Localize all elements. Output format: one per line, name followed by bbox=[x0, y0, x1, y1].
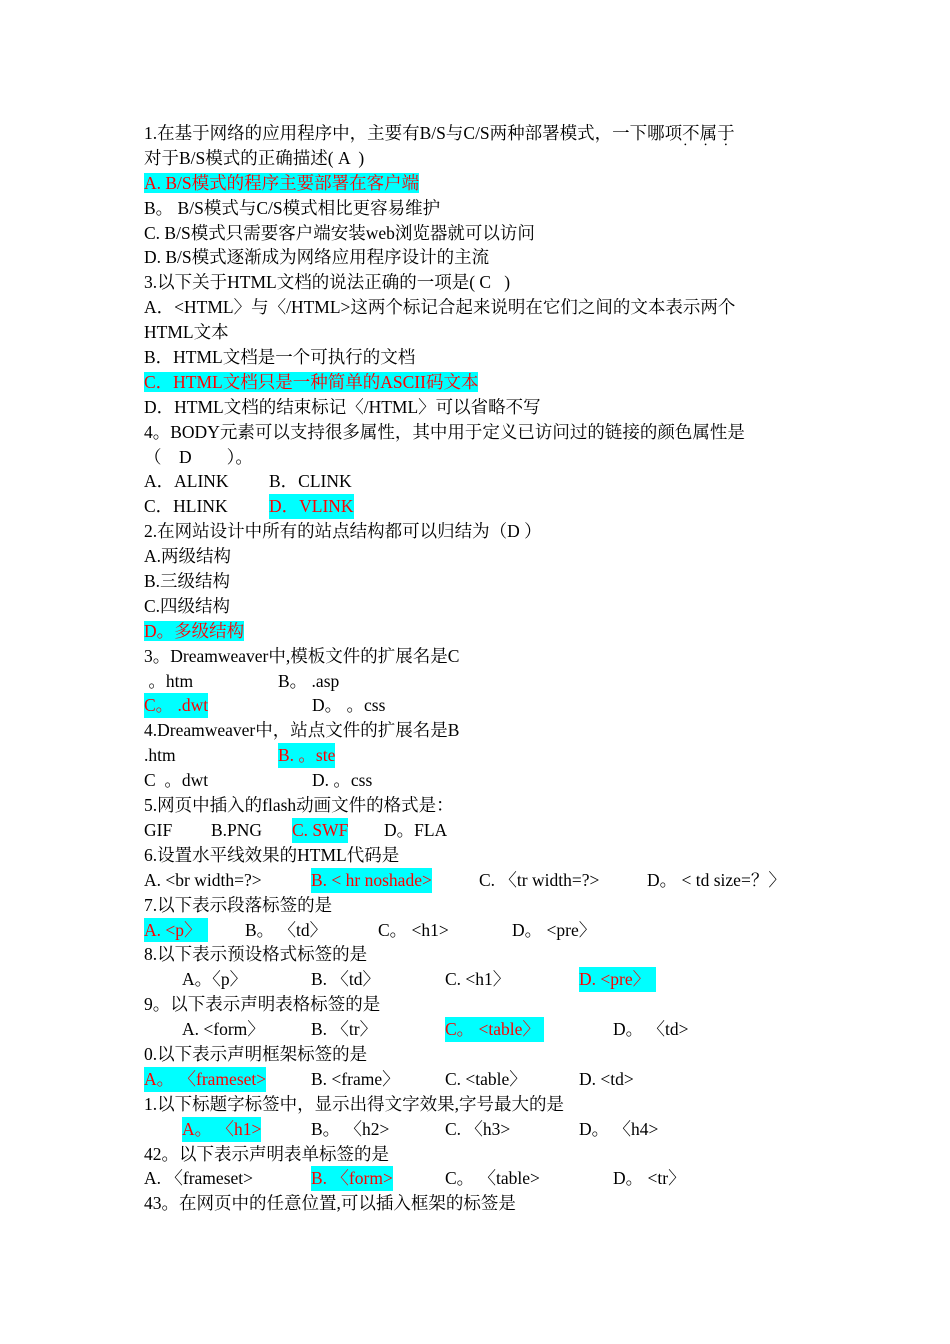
q1b-options-row bbox=[144, 1117, 824, 1142]
q5-answer-highlight: C. SWF bbox=[292, 818, 348, 843]
q4-stem-line1: 4。BODY元素可以支持很多属性，其中用于定义已访问过的链接的颜色属性是 bbox=[144, 421, 745, 442]
q4b-option-a: .htm bbox=[144, 745, 176, 766]
q9-option-a: A. <form〉 bbox=[182, 1019, 265, 1040]
q3-option-a-line1: A．<HTML〉与〈/HTML>这两个标记合起来说明在它们之间的文本表示两个 bbox=[144, 297, 736, 318]
q2-option-c: C.四级结构 bbox=[144, 595, 231, 616]
q7-answer-highlight: A. <p〉 bbox=[144, 918, 208, 943]
q43-stem: 43。在网页中的任意位置,可以插入框架的标签是 bbox=[144, 1193, 516, 1214]
q4b-option-c: C 。dwt bbox=[144, 770, 209, 791]
q2-option-d bbox=[144, 619, 824, 644]
q1-option-b: B。 B/S模式与C/S模式相比更容易维护 bbox=[144, 197, 441, 218]
q1-answer-highlight: A. B/S模式的程序主要部署在客户端 bbox=[144, 172, 420, 193]
q1-option-c: C. B/S模式只需要客户端安装web浏览器就可以访问 bbox=[144, 222, 535, 243]
q42-options-row bbox=[144, 1166, 824, 1191]
q2-answer-highlight: D。多级结构 bbox=[144, 620, 245, 641]
q42-option-c: C。 〈table> bbox=[445, 1168, 540, 1189]
q1b-stem: 1.以下标题字标签中，显示出得文字效果,字号最大的是 bbox=[144, 1093, 564, 1114]
q3-option-d: D．HTML文档的结束标记〈/HTML〉可以省略不写 bbox=[144, 396, 541, 417]
q1-stem-line1 bbox=[144, 121, 824, 146]
q8-option-b: B. 〈td〉 bbox=[311, 969, 381, 990]
q42-stem: 42。以下表示声明表单标签的是 bbox=[144, 1143, 389, 1164]
q0-answer-highlight: A。 〈frameset> bbox=[144, 1067, 266, 1092]
q3b-answer-highlight: C。 .dwt bbox=[144, 693, 208, 718]
q6-answer-highlight: B. < hr noshade> bbox=[311, 868, 432, 893]
q3-stem: 3.以下关于HTML文档的说法正确的一项是( C ) bbox=[144, 272, 511, 293]
q5-stem: 5.网页中插入的flash动画文件的格式是： bbox=[144, 795, 454, 816]
question-list bbox=[144, 121, 824, 1216]
q6-option-a: A. <br width=?> bbox=[144, 869, 262, 890]
q4-answer-highlight: D．VLINK bbox=[269, 494, 354, 519]
q3-option-b: B．HTML文档是一个可执行的文档 bbox=[144, 347, 416, 368]
q5-option-a: GIF bbox=[144, 819, 173, 840]
q7-option-c: C。 <h1> bbox=[378, 919, 449, 940]
q2-stem: 2.在网站设计中所有的站点结构都可以归结为（D ） bbox=[144, 521, 542, 542]
q4b-options-row1 bbox=[144, 743, 824, 768]
q7-options-row bbox=[144, 918, 824, 943]
q4b-option-d: D. 。css bbox=[312, 770, 373, 791]
q7-option-b: B。 〈td〉 bbox=[245, 919, 328, 940]
q8-option-a: A。〈p〉 bbox=[182, 969, 248, 990]
q3-answer-highlight: C．HTML文档只是一种简单的ASCII码文本 bbox=[144, 371, 479, 392]
q0-options-row bbox=[144, 1067, 824, 1092]
q8-stem: 8.以下表示预设格式标签的是 bbox=[144, 944, 368, 965]
q0-stem: 0.以下表示声明框架标签的是 bbox=[144, 1043, 368, 1064]
q1-stem-line2: 对于B/S模式的正确描述( A ) bbox=[144, 147, 365, 168]
q7-stem: 7.以下表示段落标签的是 bbox=[144, 894, 333, 915]
q5-option-b: B.PNG bbox=[211, 819, 263, 840]
q5-options-row bbox=[144, 818, 824, 843]
q4-options-row2 bbox=[144, 494, 824, 519]
q2-option-a: A.两级结构 bbox=[144, 546, 232, 567]
q4-option-c: C．HLINK bbox=[144, 496, 228, 517]
q6-option-c: C. 〈tr width=?> bbox=[479, 869, 600, 890]
q0-option-c: C. <table〉 bbox=[445, 1068, 527, 1089]
q9-option-b: B. 〈tr〉 bbox=[311, 1019, 378, 1040]
q5-option-d: D。FLA bbox=[384, 819, 448, 840]
q9-stem: 9。以下表示声明表格标签的是 bbox=[144, 994, 381, 1015]
q3b-option-d: D。 。css bbox=[312, 695, 386, 716]
q1-option-a bbox=[144, 171, 824, 196]
q1b-option-d: D。 〈h4> bbox=[579, 1118, 659, 1139]
q2-option-b: B.三级结构 bbox=[144, 571, 231, 592]
q3b-options-row1 bbox=[144, 669, 824, 694]
q8-answer-highlight: D. <pre〉 bbox=[579, 967, 656, 992]
q9-options-row bbox=[144, 1017, 824, 1042]
q3b-stem: 3。Dreamweaver中,模板文件的扩展名是C bbox=[144, 645, 460, 666]
q1b-option-c: C. 〈h3> bbox=[445, 1118, 511, 1139]
q6-stem: 6.设置水平线效果的HTML代码是 bbox=[144, 844, 400, 865]
q9-answer-highlight: C。 <table〉 bbox=[445, 1017, 544, 1042]
q42-answer-highlight: B. 〈form> bbox=[311, 1166, 393, 1191]
q9-option-d: D。 〈td> bbox=[613, 1019, 689, 1040]
q8-options-row bbox=[144, 967, 824, 992]
q4-option-a: A．ALINK bbox=[144, 471, 229, 492]
q42-option-a: A. 〈frameset> bbox=[144, 1168, 253, 1189]
q4-options-row1 bbox=[144, 469, 824, 494]
q3b-option-b: B。 .asp bbox=[278, 670, 340, 691]
q7-option-d: D。 <pre〉 bbox=[512, 919, 597, 940]
q1-option-d: D. B/S模式逐渐成为网络应用程序设计的主流 bbox=[144, 247, 490, 268]
q4b-stem: 4.Dreamweaver中，站点文件的扩展名是B bbox=[144, 720, 460, 741]
q6-option-d: D。 < td size=？〉 bbox=[647, 869, 786, 890]
q0-option-b: B. <frame〉 bbox=[311, 1068, 400, 1089]
q8-option-c: C. <h1〉 bbox=[445, 969, 511, 990]
q1b-option-b: B。 〈h2> bbox=[311, 1118, 390, 1139]
q1-stem-text: 1.在基于网络的应用程序中，主要有B/S与C/S两种部署模式，一下哪项 bbox=[144, 123, 683, 143]
q4b-options-row2 bbox=[144, 768, 824, 793]
q42-option-d: D。 <tr〉 bbox=[613, 1168, 686, 1189]
q3-option-c bbox=[144, 370, 824, 395]
q1-emphasis-text: 不属于 • • • bbox=[682, 123, 735, 143]
q6-options-row bbox=[144, 868, 824, 893]
q1b-answer-highlight: A。 〈h1> bbox=[182, 1117, 261, 1142]
q0-option-d: D. <td> bbox=[579, 1068, 634, 1089]
q3b-option-a: 。htm bbox=[144, 670, 194, 691]
q4-stem-line2: （ D ）。 bbox=[144, 446, 253, 467]
q3b-options-row2 bbox=[144, 693, 824, 718]
q4-option-b: B．CLINK bbox=[269, 471, 352, 492]
q3-option-a-line2: HTML文本 bbox=[144, 322, 229, 343]
q4b-answer-highlight: B. 。ste bbox=[278, 743, 335, 768]
